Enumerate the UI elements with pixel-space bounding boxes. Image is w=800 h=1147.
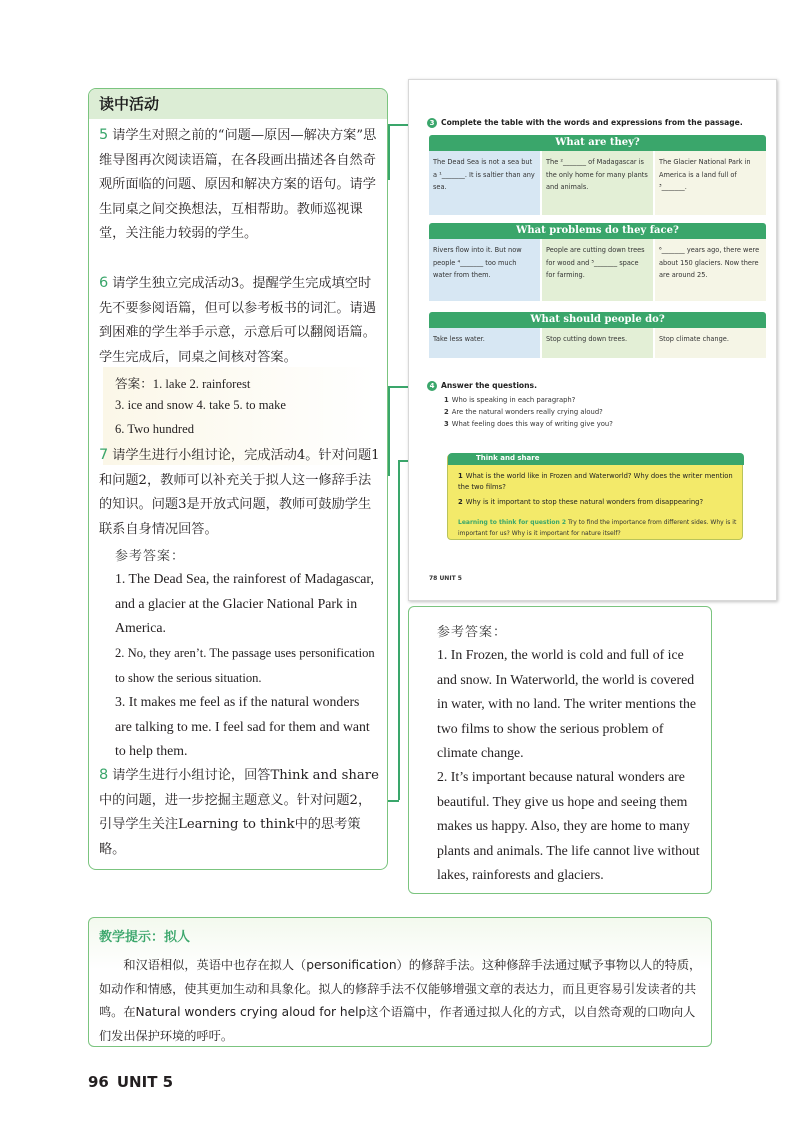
- reading-activities-panel: [88, 88, 388, 870]
- step-text: 请学生对照之前的“问题—原因—解决方案”思维导图再次阅读语篇，在各段画出描述各自然奇观所面临的问题、原因和解决方案的语句。请学生同桌之间交换想法，互相帮助。教师巡视课堂，关注能力较弱的学生。: [99, 128, 377, 242]
- table-heading: What should people do?: [429, 312, 766, 328]
- step-number: 6: [99, 275, 109, 291]
- panel-header: [89, 89, 387, 119]
- table-cell: Rivers flow into it. But now people ⁴_______ too much water from them.: [429, 239, 540, 301]
- step-number: 7: [99, 447, 109, 463]
- reference-answers-title: 参考答案：: [437, 625, 508, 640]
- question-number: 3: [444, 420, 449, 428]
- table-heading: What problems do they face?: [429, 223, 766, 239]
- table-cell: The Dead Sea is not a sea but a ¹_______. It is saltier than any sea.: [429, 151, 540, 215]
- question-text: Why is it important to stop these natural wonders from disappearing?: [465, 498, 704, 506]
- think-question-1: [458, 471, 738, 493]
- answer-line-3: 6. Two hundred: [115, 422, 194, 436]
- tip-title: 教学提示：拟人: [99, 930, 191, 945]
- connector-line: [398, 460, 400, 800]
- question-text: Are the natural wonders really crying aloud?: [451, 408, 603, 416]
- step-text: 请学生进行小组讨论，完成活动4。针对问题1和问题2，教师可以补充关于拟人这一修辞手法的知识。问题3是开放式问题，教师可鼓励学生联系自身情况回答。: [99, 448, 380, 537]
- table-cell: The ²_______ of Madagascar is the only home for many plants and animals.: [542, 151, 653, 215]
- question-number: 2: [458, 498, 463, 506]
- step-text: 请学生独立完成活动3。提醒学生完成填空时先不要参阅语篇，但可以参考板书的词汇。请遇到困难的学生举手示意，示意后可以翻阅语篇。学生完成后，同桌之间核对答案。: [99, 276, 376, 365]
- table-cell: The Glacier National Park in America is a land full of ³_______.: [655, 151, 766, 215]
- question-text: Who is speaking in each paragraph?: [451, 396, 576, 404]
- learning-text: Try to find the importance from different sides. Why is it important for us? Why is it important for nature itself?: [458, 519, 737, 537]
- reference-answer-2: 2. No, they aren’t. The passage uses personification to show the serious situation.: [115, 646, 375, 685]
- think-question-2: [458, 497, 738, 508]
- table-what-should-people-do: [429, 312, 766, 358]
- table-cell: People are cutting down trees for wood and ⁵_______ space for farming.: [542, 239, 653, 301]
- connector-line: [388, 800, 399, 802]
- panel-title: 读中活动: [99, 95, 160, 113]
- table-heading: What are they?: [429, 135, 766, 151]
- think-share-answers-panel: [408, 606, 712, 894]
- table-cell: Take less water.: [429, 328, 540, 358]
- student-book-page: [408, 79, 777, 601]
- step-5: [99, 123, 381, 247]
- question-number: 2: [444, 408, 449, 416]
- task-badge: 4: [427, 381, 437, 391]
- reference-answers-title: 参考答案：: [115, 549, 186, 564]
- table-problems: [429, 223, 766, 301]
- step-text: 请学生进行小组讨论，回答Think and share中的问题，进一步挖掘主题意义。针对问题2，引导学生关注Learning to think中的思考策略。: [99, 768, 379, 857]
- learning-to-think: [458, 517, 738, 539]
- task-4-instruction: Answer the questions.: [441, 381, 537, 390]
- tip-body: 和汉语相似，英语中也存在拟人（personification）的修辞手法。这种修辞手法通过赋予事物以人的特质，如动作和情感，使其更加生动和具象化。拟人的修辞手法不仅能够增强文章的表达力，而且更容易引发读者的共鸣。在Natural wonders crying aloud for help这个语篇中，作者通过拟人化的方式，以自然奇观的口吻向人们发出保护环境的呼吁。: [99, 958, 702, 1043]
- table-what-are-they: [429, 135, 766, 215]
- task-3-heading: [427, 118, 743, 128]
- question-text: What is the world like in Frozen and Waterworld? Why does the writer mention the two films?: [458, 472, 733, 491]
- student-page-number: 78 UNIT 5: [429, 575, 462, 582]
- think-and-share-box: [447, 454, 743, 540]
- step-number: 5: [99, 127, 109, 143]
- step-7: [99, 443, 381, 542]
- reference-answer-3: 3. It makes me feel as if the natural wonders are talking to me. I feel sad for them and want to help them.: [115, 694, 370, 759]
- think-title: Think and share: [476, 454, 540, 462]
- task-4-heading: [427, 381, 537, 391]
- table-cell: ⁶_______ years ago, there were about 150 glaciers. Now there are around 25.: [655, 239, 766, 301]
- answer-line-1: 答案：1. lake 2. rainforest: [115, 377, 251, 391]
- reference-answer-1: 1. The Dead Sea, the rainforest of Madagascar, and a glacier at the Glacier National Park in America.: [115, 571, 374, 636]
- learning-label: Learning to think for question 2: [458, 519, 567, 526]
- page-number: 96: [88, 1073, 109, 1091]
- teaching-tip-box: [88, 917, 712, 1047]
- step-6: [99, 271, 381, 370]
- task-badge: 3: [427, 118, 437, 128]
- question-number: 1: [458, 472, 463, 480]
- step-8: [99, 763, 381, 862]
- table-cell: Stop climate change.: [655, 328, 766, 358]
- question-3: [444, 420, 613, 428]
- step-number: 8: [99, 767, 109, 783]
- question-2: [444, 408, 603, 416]
- reference-answer-2: 2. It’s important because natural wonders are beautiful. They give us hope and seeing them makes us happy. Also, they are home to many plants and animals. The life cannot live without lakes, rainforests and glaciers.: [437, 769, 700, 883]
- connector-line: [388, 386, 390, 476]
- reference-answer-1: 1. In Frozen, the world is cold and full of ice and snow. In Waterworld, the world is covered in water, with no land. The writer mentions the two films to show the serious problem of climate change.: [437, 647, 696, 761]
- question-text: What feeling does this way of writing give you?: [451, 420, 613, 428]
- question-number: 1: [444, 396, 449, 404]
- connector-line: [388, 124, 390, 180]
- page-footer: [88, 1073, 181, 1091]
- task-3-instruction: Complete the table with the words and expressions from the passage.: [441, 118, 743, 127]
- unit-label: UNIT 5: [116, 1073, 174, 1091]
- question-1: [444, 396, 575, 404]
- table-cell: Stop cutting down trees.: [542, 328, 653, 358]
- answer-line-2: 3. ice and snow 4. take 5. to make: [115, 398, 287, 412]
